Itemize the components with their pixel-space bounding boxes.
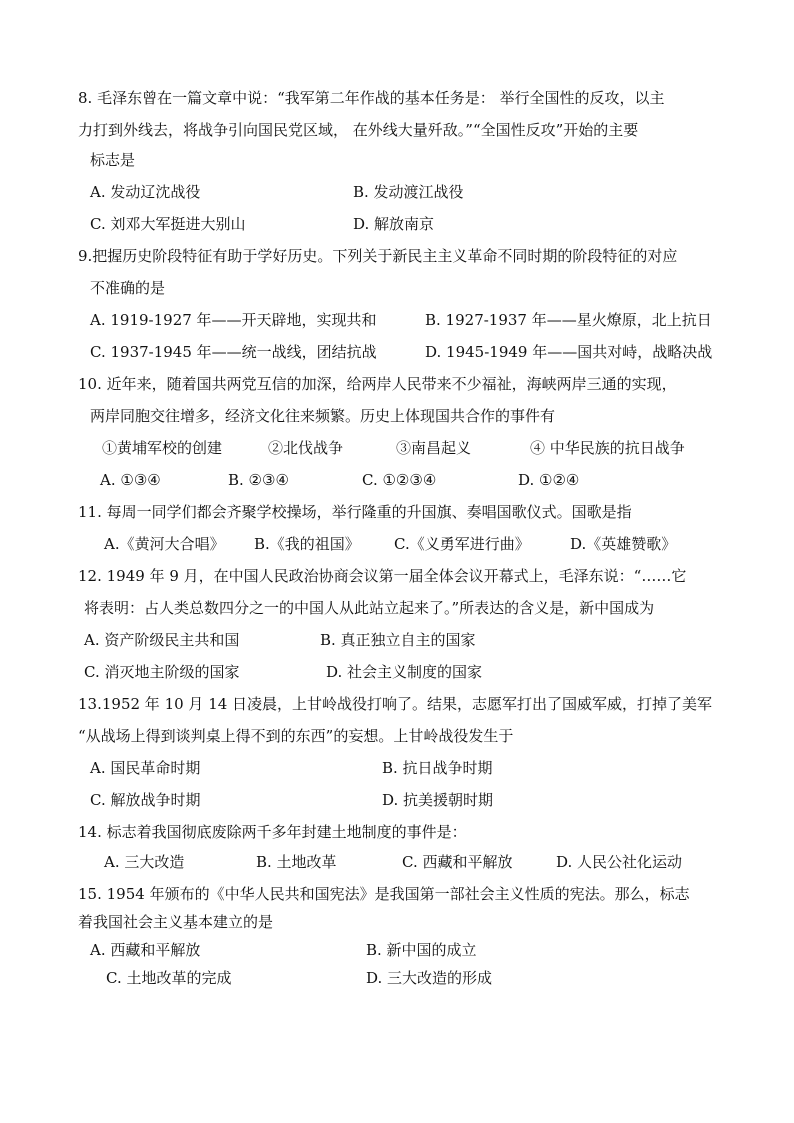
question-stem-line: 标志是 (90, 151, 136, 169)
statement-item: ①黄埔军校的创建 (102, 439, 223, 457)
option-d: D. ①②④ (518, 471, 580, 489)
question-stem-line: 力打到外线去，将战争引向国民党区域， 在外线大量歼敌。”“全国性反攻”开始的主要 (78, 121, 639, 139)
option-c: C. 刘邓大军挺进大别山 (90, 215, 246, 233)
option-b: B.《我的祖国》 (254, 535, 360, 553)
option-b: B. 土地改革 (256, 853, 337, 871)
option-c: C. 解放战争时期 (90, 791, 201, 809)
option-b: B. 抗日战争时期 (382, 759, 493, 777)
question-stem-line: 12. 1949 年 9 月，在中国人民政治协商会议第一届全体会议开幕式上，毛泽东说：“……它 (78, 567, 687, 585)
option-c: C. 西藏和平解放 (402, 853, 513, 871)
option-a: A. 三大改造 (104, 853, 185, 871)
statement-item: ③南昌起义 (396, 439, 472, 457)
option-d: D. 三大改造的形成 (366, 969, 493, 987)
option-a: A. ①③④ (100, 471, 161, 489)
question-stem-line: 10. 近年来，随着国共两党互信的加深，给两岸人民带来不少福祉，海峡两岸三通的实现， (78, 375, 677, 393)
option-b: B. 新中国的成立 (366, 941, 477, 959)
question-stem-line: 不准确的是 (90, 279, 166, 297)
option-a: A.《黄河大合唱》 (104, 535, 225, 553)
option-a: A. 国民革命时期 (90, 759, 201, 777)
question-stem-line: 8. 毛泽东曾在一篇文章中说：“我军第二年作战的基本任务是： 举行全国性的反攻，以主 (78, 89, 665, 107)
option-b: B. 发动渡江战役 (353, 183, 464, 201)
statement-item: ④ 中华民族的抗日战争 (530, 439, 685, 457)
option-b: B. ②③④ (228, 471, 289, 489)
option-d: D. 抗美援朝时期 (382, 791, 494, 809)
option-d: D. 社会主义制度的国家 (326, 663, 483, 681)
option-b: B. 真正独立自主的国家 (320, 631, 476, 649)
option-a: A. 资产阶级民主共和国 (84, 631, 240, 649)
option-d: D. 1945-1949 年——国共对峙，战略决战 (425, 343, 713, 361)
question-stem-line: 9.把握历史阶段特征有助于学好历史。下列关于新民主主义革命不同时期的阶段特征的对应 (78, 247, 678, 265)
option-d: D.《英雄赞歌》 (570, 535, 677, 553)
option-c: C. 消灭地主阶级的国家 (84, 663, 240, 681)
question-stem-line: 15. 1954 年颁布的《中华人民共和国宪法》是我国第一部社会主义性质的宪法。那么，标志 (78, 885, 690, 903)
option-c: C. 1937-1945 年——统一战线，团结抗战 (90, 343, 377, 361)
option-d: D. 人民公社化运动 (556, 853, 683, 871)
option-c: C.《义勇军进行曲》 (394, 535, 530, 553)
option-b: B. 1927-1937 年——星火燎原，北上抗日 (425, 311, 712, 329)
option-a: A. 西藏和平解放 (90, 941, 201, 959)
option-d: D. 解放南京 (353, 215, 435, 233)
option-c: C. ①②③④ (362, 471, 437, 489)
question-stem-line: 着我国社会主义基本建立的是 (78, 913, 274, 931)
option-a: A. 发动辽沈战役 (90, 183, 201, 201)
question-stem-line: 13.1952 年 10 月 14 日凌晨，上甘岭战役打响了。结果，志愿军打出了国威军威，打掉了美军 (78, 695, 713, 713)
question-stem-line: 两岸同胞交往增多，经济文化往来频繁。历史上体现国共合作的事件有 (90, 407, 556, 425)
option-c: C. 土地改革的完成 (106, 969, 232, 987)
question-stem-line: 将表明：占人类总数四分之一的中国人从此站立起来了。”所表达的含义是，新中国成为 (84, 599, 655, 617)
question-stem-line: 11. 每周一同学们都会齐聚学校操场，举行隆重的升国旗、奏唱国歌仪式。国歌是指 (78, 503, 632, 521)
question-stem-line: 14. 标志着我国彻底废除两千多年封建土地制度的事件是： (78, 823, 467, 841)
question-stem-line: “从战场上得到谈判桌上得不到的东西”的妄想。上甘岭战役发生于 (78, 727, 514, 745)
option-a: A. 1919-1927 年——开天辟地，实现共和 (90, 311, 377, 329)
statement-item: ②北伐战争 (268, 439, 344, 457)
